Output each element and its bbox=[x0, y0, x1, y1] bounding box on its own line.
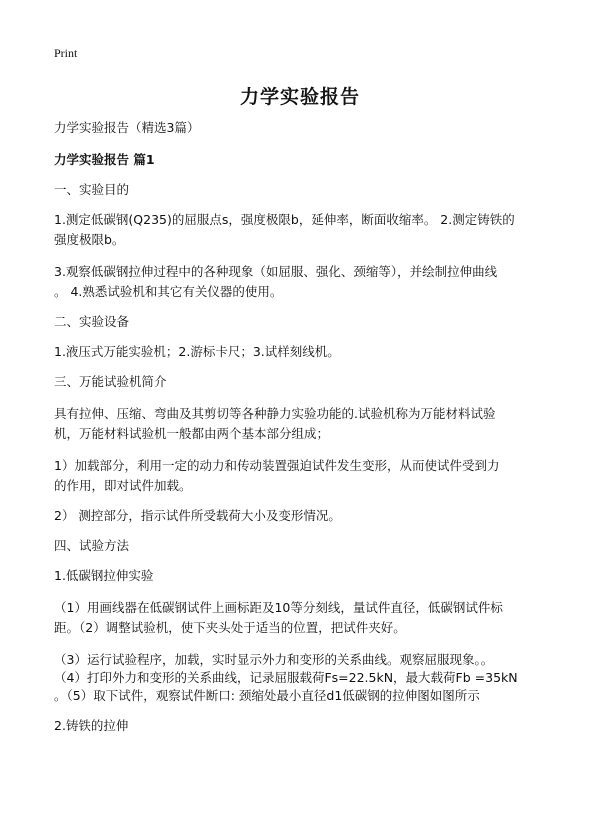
report-subtitle: 力学实验报告（精选3篇） bbox=[54, 120, 200, 135]
section-heading-method: 四、试验方法 bbox=[54, 538, 130, 553]
paragraph-line: 2） 测控部分，指示试件所受载荷大小及变形情况。 bbox=[54, 508, 341, 523]
paragraph-line: 。（5）取下试件，观察试件断口: 颈缩处最小直径d1低碳钢的拉伸图如图所示 bbox=[54, 688, 480, 703]
paragraph-line: （1）用画线器在低碳钢试件上画标距及10等分刻线，量试件直径，低碳钢试件标 bbox=[54, 600, 503, 615]
section-heading-equipment: 二、实验设备 bbox=[54, 314, 130, 329]
paragraph-line: 1.液压式万能实验机；2.游标卡尺；3.试样刻线机。 bbox=[54, 344, 340, 359]
page-title: 力学实验报告 bbox=[239, 86, 360, 108]
article-heading: 力学实验报告 篇1 bbox=[54, 152, 155, 167]
section-heading-machine-intro: 三、万能试验机简介 bbox=[54, 374, 167, 389]
subsection-heading: 1.低碳钢拉伸实验 bbox=[54, 568, 154, 583]
paragraph-line: 的作用，即对试件加载。 bbox=[54, 478, 192, 493]
print-label: Print bbox=[54, 46, 78, 60]
paragraph-line: 具有拉伸、压缩、弯曲及其剪切等各种静力实验功能的.试验机称为万能材料试验 bbox=[54, 406, 496, 421]
paragraph-line: 1）加载部分，利用一定的动力和传动装置强迫试件发生变形，从而使试件受到力 bbox=[54, 458, 500, 473]
paragraph-line: 距。（2）调整试验机，使下夹头处于适当的位置，把试件夹好。 bbox=[54, 620, 406, 635]
subsection-heading: 2.铸铁的拉伸 bbox=[54, 718, 129, 733]
section-heading-purpose: 一、实验目的 bbox=[54, 182, 130, 197]
paragraph-line: （4）打印外力和变形的关系曲线，记录屈服载荷Fs=22.5kN，最大载荷Fb =35kN bbox=[54, 670, 518, 685]
paragraph-line: （3）运行试验程序，加载，实时显示外力和变形的关系曲线。观察屈服现象。。 bbox=[54, 652, 494, 667]
paragraph-line: 。 4.熟悉试验机和其它有关仪器的使用。 bbox=[54, 284, 283, 299]
paragraph-line: 强度极限b。 bbox=[54, 232, 125, 247]
paragraph-line: 机，万能材料试验机一般都由两个基本部分组成； bbox=[54, 426, 330, 441]
paragraph-line: 3.观察低碳钢拉伸过程中的各种现象（如屈服、强化、颈缩等），并绘制拉伸曲线 bbox=[54, 264, 498, 279]
paragraph-line: 1.测定低碳钢(Q235)的屈服点s，强度极限b，延伸率，断面收缩率。 2.测定铸铁的 bbox=[54, 212, 515, 227]
